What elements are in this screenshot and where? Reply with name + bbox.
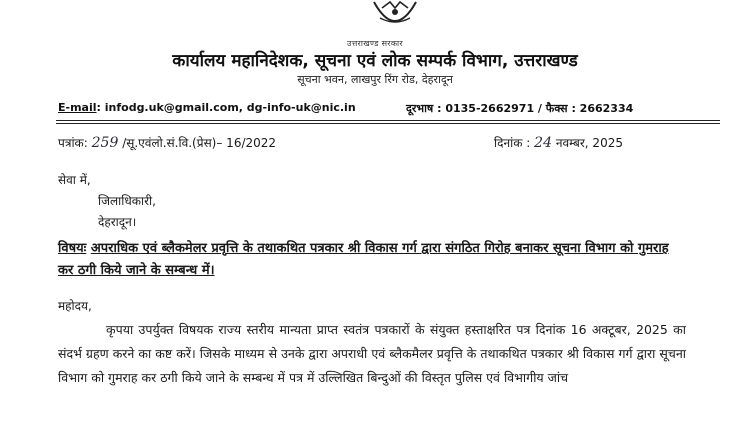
email-values: : infodg.uk@gmail.com, dg-info-uk@nic.in — [96, 101, 356, 114]
subject-text: अपराधिक एवं ब्लैकमेलर प्रवृत्ति के तथाकथित पत्रकार श्री विकास गर्ग द्वारा संगठित गिरोह बनाकर सूचना विभाग को गुमराह कर ठगी किये जाने के सम्बन्ध में। — [58, 241, 669, 278]
salutation: महोदय, — [58, 299, 92, 313]
addressee-line-1: सेवा में, — [58, 173, 91, 187]
reference-row — [58, 134, 698, 151]
patrank-label: पत्रांक: — [58, 136, 88, 150]
subject-block — [58, 238, 688, 282]
date-block — [494, 134, 623, 151]
addressee-block — [58, 170, 156, 233]
email-label: E-mail — [58, 101, 97, 114]
page-fade — [0, 410, 750, 430]
addressee-line-3: देहरादून। — [98, 215, 137, 229]
date-handwritten-day: 24 — [534, 135, 552, 151]
uttarakhand-emblem-icon — [368, 0, 422, 34]
date-label: दिनांक : — [494, 136, 531, 150]
office-title: कार्यालय महानिदेशक, सूचना एवं लोक सम्पर्क विभाग, उत्तराखण्ड — [172, 51, 578, 71]
addressee-line-2: जिलाधिकारी, — [98, 194, 156, 208]
office-address: सूचना भवन, लाखपुर रिंग रोड, देहरादून — [297, 73, 453, 86]
header-divider-double — [56, 123, 720, 124]
government-line: उत्तराखण्ड सरकार — [347, 39, 403, 48]
contact-row — [58, 101, 718, 114]
subject-label: विषयः — [58, 241, 87, 256]
header-divider — [56, 120, 720, 121]
date-rest: नवम्बर, 2025 — [555, 136, 623, 150]
patrank-handwritten-number: 259 — [91, 135, 119, 151]
phone-fax: दूरभाष : 0135-2662971 / फैक्स : 2662334 — [406, 102, 634, 115]
body-paragraph: कृपया उपर्युक्त विषयक राज्य स्तरीय मान्यता प्राप्त स्वतंत्र पत्रकारों के संयुक्त हस्ताक्षरित पत्र दिनांक 16 अक्टूबर, 2025 का संदर्भ ग्रहण करने का कष्ट करें। जिसके माध्यम से उनके द्वारा अपराधी एवं ब्लैकमैलर प्रवृत्ति के तथाकथित पत्रकार श्री विकास गर्ग द्वारा सूचना विभाग को गुमराह कर ठगी किये जाने के सम्बन्ध में पत्र में उल्लिखित बिन्दुओं की विस्तृत पुलिस एवं विभागीय जांच — [58, 322, 686, 385]
patrank-rest: /सू.एवंलो.सं.वि.(प्रेस)– 16/2022 — [122, 136, 277, 150]
